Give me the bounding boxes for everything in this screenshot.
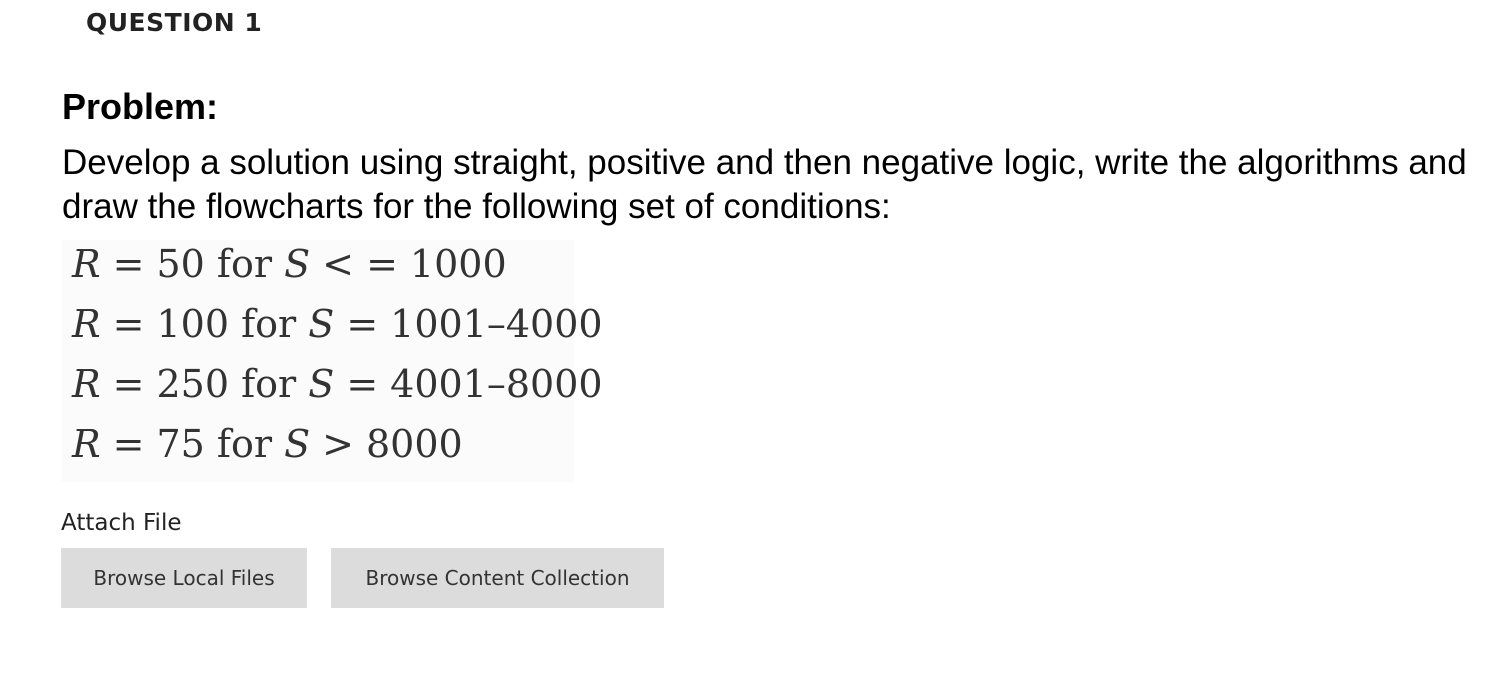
- condition-line: [72, 302, 603, 362]
- problem-text: Develop a solution using straight, positive and then negative logic, write the algorithms and draw the flowcharts for the following set of conditions:: [62, 143, 1467, 226]
- condition-operator: >: [322, 422, 354, 466]
- condition-range: 8000: [366, 422, 463, 466]
- condition-operator: =: [346, 362, 379, 406]
- condition-value: 250 for: [156, 362, 297, 406]
- browse-local-files-button[interactable]: Browse Local Files: [61, 548, 307, 608]
- condition-range: 1001–4000: [390, 302, 603, 346]
- condition-var-r: R: [72, 302, 101, 346]
- condition-value: 75 for: [156, 422, 273, 466]
- attach-file-label: Attach File: [61, 510, 182, 536]
- condition-value: 50 for: [156, 242, 273, 286]
- condition-var-s: S: [284, 242, 311, 286]
- condition-var-r: R: [72, 362, 101, 406]
- condition-var-r: R: [72, 242, 101, 286]
- condition-range: 4001–8000: [390, 362, 603, 406]
- condition-equals: =: [112, 242, 145, 286]
- condition-var-s: S: [308, 362, 335, 406]
- condition-var-r: R: [72, 422, 101, 466]
- condition-line: [72, 422, 463, 482]
- problem-heading: Problem:: [62, 86, 219, 127]
- condition-var-s: S: [284, 422, 311, 466]
- condition-equals: =: [112, 302, 145, 346]
- question-number: QUESTION 1: [86, 8, 263, 37]
- condition-operator: < =: [322, 242, 398, 286]
- condition-line: [72, 242, 507, 302]
- condition-equals: =: [112, 362, 145, 406]
- condition-var-s: S: [308, 302, 335, 346]
- condition-value: 100 for: [156, 302, 297, 346]
- condition-range: 1000: [409, 242, 507, 286]
- condition-equals: =: [112, 422, 145, 466]
- condition-line: [72, 362, 603, 422]
- condition-operator: =: [346, 302, 379, 346]
- conditions-image: [62, 240, 603, 482]
- browse-content-collection-button[interactable]: Browse Content Collection: [331, 548, 664, 608]
